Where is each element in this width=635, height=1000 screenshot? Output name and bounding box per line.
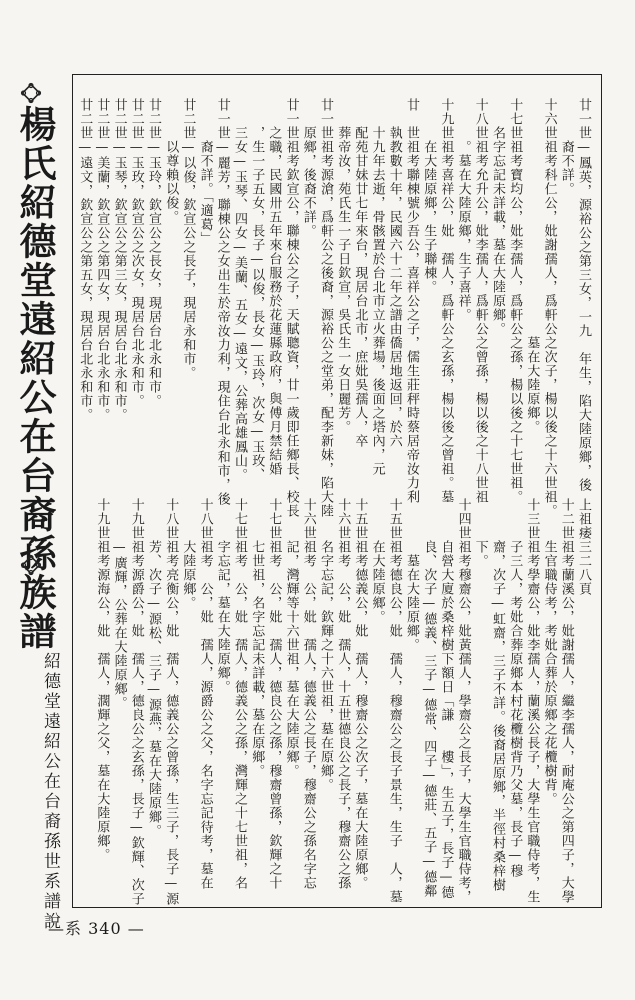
bottom-entry-column: 十二世祖考蘭溪公，妣謝孺人，繼李孺人，耐庵公之第四子，大學 [558, 498, 574, 904]
top-entry-column: 。墓在大陸原鄉，生子喜祥。 [455, 98, 471, 322]
bottom-entry-column: 十六世祖考 公，妣 孺人，德義公之長子，穆齋公之孫名字忘 [300, 498, 316, 890]
top-entry-column: 十六世祖考科仁公，妣謝孺人，爲軒公之次子，楊以後之十六世祖。 [541, 98, 557, 518]
top-entry-column: 廿二世—玉琴，欽宣公之第三女，現居台北永和市。 [111, 98, 127, 422]
top-entry-column: 廿二世—以俊，欽宣公之長子，現居永和市。 [180, 98, 196, 380]
top-entry-column: 廿二世—玉玫，欽宣公之次女，現居台北永和市。 [128, 98, 144, 408]
top-entry-column: 十九世祖考喜祥公，妣 孺人，爲軒公之玄孫，楊以後之曾祖。墓 [438, 98, 454, 504]
bottom-entry-column: 十四世祖考穆齋公，妣黃孺人，學齋公之長子，大學生官職侍考， [455, 498, 471, 904]
top-entry-column: 配苑甘妹廿七年來台，現居台北市，庶妣吳孺人，卒 [352, 98, 368, 448]
bottom-entry-column: 名字忘記，欽輝之十六世祖，墓在原鄉。 [318, 498, 333, 792]
bottom-entry-column: 大陸原鄉。 [180, 498, 196, 610]
bottom-entry-column: 十五世祖考德良公，妣 孺人，穆齋公之長子景生，生子 人，墓 [386, 498, 402, 904]
page-number: —系 340 — [48, 919, 145, 938]
bottom-entry-column: 十七世祖考 公，妣 孺人，德良公之孫，穆齋曾孫，欽輝之十 [266, 498, 282, 890]
bottom-entry-column: 記，灣輝等十六世祖，墓在大陸原鄉。 [283, 498, 299, 778]
top-entry-column: 以尊賴以俊。 [163, 98, 179, 224]
bottom-entry-column: —廣輝，公葬在大陸原鄉。 [111, 498, 127, 710]
bottom-entry-column: 十七世祖考 公，妣 孺人，德義公之孫，灣輝之十七世祖，名 [232, 498, 247, 890]
top-entry-column: 名字忘記未詳載，墓在大陸原鄉。 [490, 98, 505, 336]
top-entry-column: 廿一世—麗芳，聯棟公之女出生於帝汝力利，現住台北永和市，後 [214, 98, 230, 506]
top-entry-column: 墓在大陸原鄉。 [524, 98, 540, 434]
top-entry-column: 之職，民國卅五年來台服務於花蓮縣政府，與傅月禁結婚 [266, 98, 282, 476]
top-entry-column: 廿一世祖考欽宣公，聯棟公之子，天賦聰資，廿一歲即任鄉長、校長 [283, 98, 299, 518]
top-entry-column: 廿二世—遠文，欽宣公之第五女，現居台北永和市。 [77, 98, 93, 422]
bottom-entry-column: 齋，次子—虹齋，三子不詳。後裔居原鄉，半徑村桑梓樹 [490, 498, 505, 892]
bottom-entry-column: 上祖痿三二八頁 [576, 498, 591, 596]
diamond-ornament-icon [18, 80, 44, 106]
bottom-entry-column: 生官職侍考，考妣合葬於原鄉之花欖樹背。 [541, 498, 557, 806]
bottom-entry-column: 子三人，考妣合葬原鄉本村花欖樹背乃父墓，長子—穆 [507, 498, 523, 878]
page-title: 楊氏紹德堂遠紹公在台裔孫族譜 [13, 105, 57, 651]
top-entry-column: 十八世祖考允升公，妣李孺人，爲軒公之曾孫，楊以後之十八世祖 [472, 98, 488, 504]
top-entry-column: 三女—玉琴、四女—美蘭、五女—遠文，公葬高雄鳳山。 [232, 98, 247, 482]
bottom-entry-column: 自營大廈於桑梓樹下額日「謙 樓」，生五子，長子—德 [438, 498, 454, 900]
top-entry-column: 裔不詳。「適葛」 [197, 98, 213, 246]
top-entry-column: 裔不詳。 [558, 98, 574, 196]
bottom-entry-column: 十八世祖考亮衡公，妣 孺人，德義公之曾孫，生三子，長子—源 [163, 498, 179, 906]
top-entry-column: 廿二世—玉玲，欽宣公之長女，現居台北永和市。 [146, 98, 161, 408]
bottom-entry-column: 良、次子—德義、三子—德常、四子—德莊、五子—德鄰 [421, 498, 437, 898]
top-entry-column: 十七世祖考寶均公，妣李孺人，爲軒公之孫，楊以後之十七世祖。 [507, 98, 523, 504]
top-entry-column: 廿二世—美蘭，欽宣公之第四女，現居台北永和市。 [94, 98, 110, 422]
bottom-entry-column: 七世祖，名字忘記未詳載，墓在原鄉。 [249, 498, 265, 778]
top-entry-column: 在大陸原鄉，生子聯棟。 [421, 98, 437, 294]
bottom-entry-column: 下。 [472, 498, 488, 568]
bottom-entry-column: 十六世祖考 公，妣 孺人，十五世德良公之長子，穆齋公之孫 [335, 498, 351, 890]
bottom-entry-column: 十三世祖考學齋公，妣李孺人，蘭溪公長子，大學生官職侍考，生 [524, 498, 540, 904]
bottom-entry-column: 芳、次子—源松、三子—源燕，墓在大陸原鄉。 [146, 498, 161, 838]
top-entry-column: 廿一世祖考源滄，爲軒公之後裔，源裕公之堂弟，配李新妹，陷大陸 [318, 98, 333, 518]
top-entry-column: 執教數十年，民國六十二年之譜由僑居地返回，於六 [386, 98, 402, 448]
top-entry-column: 原鄉，後裔不詳。 [300, 98, 316, 238]
bottom-entry-column: 在大陸原鄉。 [369, 498, 385, 624]
top-entry-column: 廿 世祖考聯棟號少吾公，喜祥公之子，儒生莊秤時蔡居帝汝力利 [404, 98, 419, 504]
side-caption: 紹德堂遠紹公在台裔孫世系譜說 [40, 652, 60, 932]
bottom-entry-column: 十九世祖考源爵公，妣 孺人，德良公之玄孫，長子—欽輝、次子 [128, 498, 144, 906]
diamond-ornament-icon [18, 552, 44, 578]
top-entry-column: 廿一世—鳳英，源裕公之第三女，一九 年生，陷大陸原鄉，後 [576, 98, 591, 492]
bottom-entry-column: 十八世祖考 公，妣 孺人，源爵公之父，名字忘記待考，墓在 [197, 498, 213, 890]
bottom-entry-column: 字忘記，墓在大陸原鄉。 [214, 498, 230, 694]
bottom-entry-column: 十九世祖考源海公，妣 孺人，濶輝之父，墓在大陸原鄉。 [94, 498, 110, 862]
bottom-entry-column: 十五世祖考德義公，妣 孺人，穆齋公之次子，墓在大陸原鄉。 [352, 498, 368, 890]
top-entry-column: 葬帝汝，苑氏生一子日欽宣，吳氏生一女日麗芳。 [335, 98, 351, 434]
bottom-entry-column: 墓在大陸原鄉。 [404, 498, 419, 652]
top-entry-column: 十九年去逝，骨骸置於台北市立火葬場，後面之塔內，元 [369, 98, 385, 476]
top-entry-column: ，生一子五女，長子—以俊，長女—玉玲，次女—玉玫、 [249, 98, 265, 482]
